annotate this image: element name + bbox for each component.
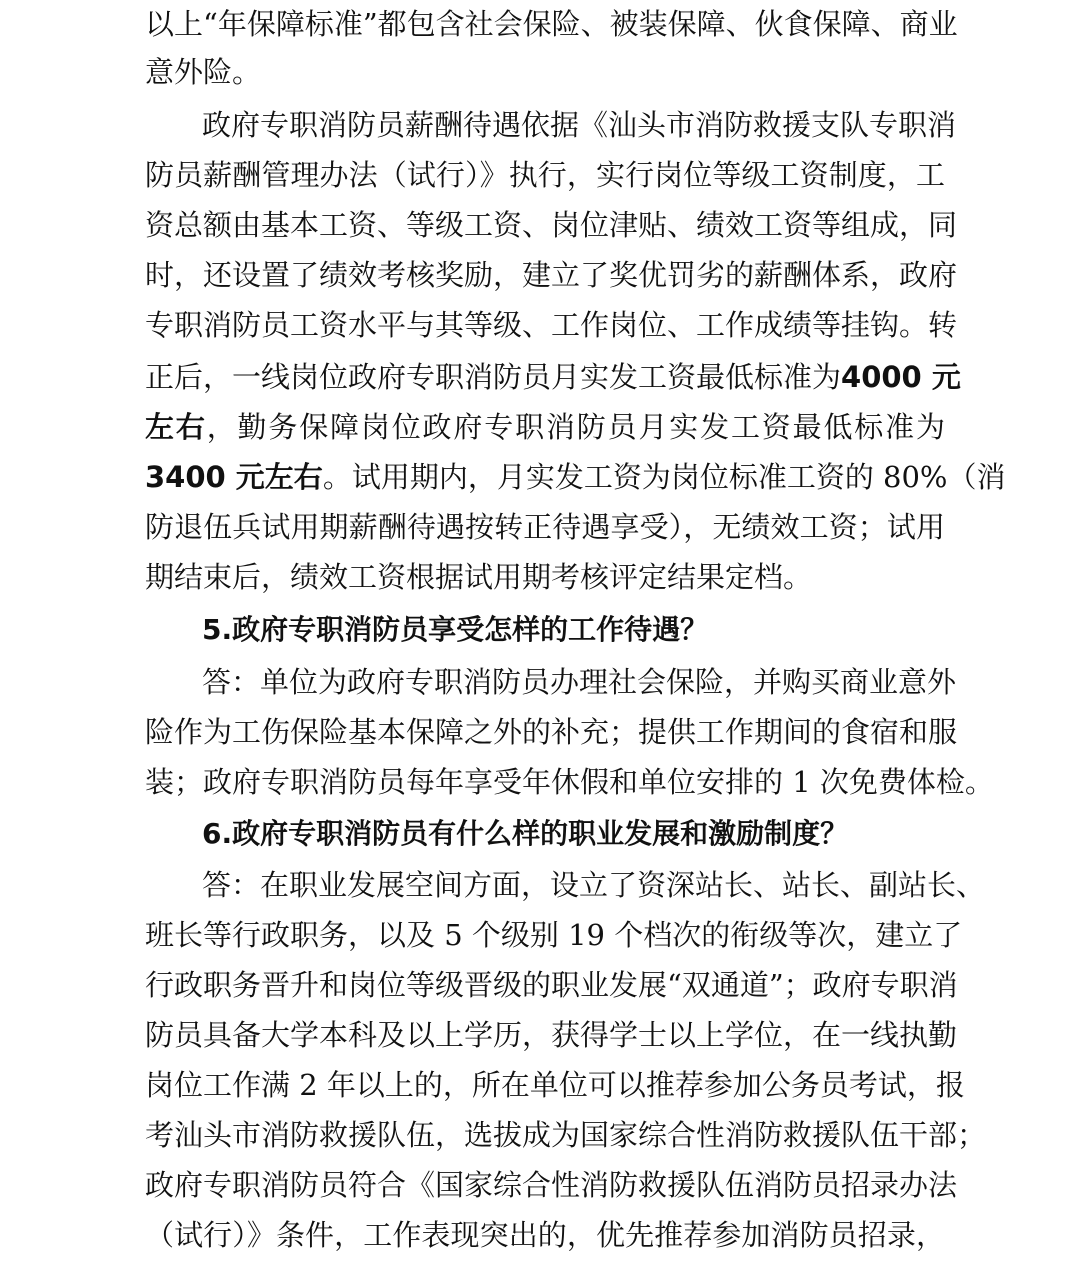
paragraph-line: 政府专职消防员薪酬待遇依据《汕头市消防救援支队专职消 [202,108,957,142]
paragraph-line: 意外险。 [145,55,262,89]
salary-text: 。试用期内，月实发工资为岗位标准工资的 80%（消 [322,460,1006,494]
salary-amount-frontline: 4000 元 [841,360,961,394]
paragraph-line: 期结束后，绩效工资根据试用期考核评定结果定档。 [145,560,813,594]
paragraph-line [145,405,945,449]
paragraph-line: 专职消防员工资水平与其等级、工作岗位、工作成绩等挂钩。转 [145,308,958,342]
paragraph-line: 以上“年保障标准”都包含社会保险、被装保障、伙食保障、商业 [145,7,958,41]
paragraph-line: （试行）》条件，工作表现突出的，优先推荐参加消防员招录， [145,1218,945,1252]
paragraph-line: 政府专职消防员符合《国家综合性消防救援队伍消防员招录办法 [145,1168,958,1202]
paragraph-line: 答：单位为政府专职消防员办理社会保险，并购买商业意外 [202,665,957,699]
paragraph-line: 防员薪酬管理办法（试行）》执行，实行岗位等级工资制度，工 [145,158,945,192]
paragraph-line: 行政职务晋升和岗位等级晋级的职业发展“双通道”；政府专职消 [145,968,958,1002]
paragraph-line: 考汕头市消防救援队伍，选拔成为国家综合性消防救援队伍干部； [145,1118,987,1152]
paragraph-line: 防退伍兵试用期薪酬待遇按转正待遇享受），无绩效工资；试用 [145,510,945,544]
salary-amount-frontline-suffix: 左右 [145,410,207,444]
paragraph-line: 时，还设置了绩效考核奖励，建立了奖优罚劣的薪酬体系，政府 [145,258,958,292]
section-heading-5: 5.政府专职消防员享受怎样的工作待遇？ [202,613,709,646]
paragraph-line [145,355,961,399]
salary-text: ，勤务保障岗位政府专职消防员月实发工资最低标准为 [206,410,945,444]
paragraph-line: 防员具备大学本科及以上学历，获得学士以上学位，在一线执勤 [145,1018,958,1052]
salary-text: 正后，一线岗位政府专职消防员月实发工资最低标准为 [145,360,842,394]
paragraph-line: 险作为工伤保险基本保障之外的补充；提供工作期间的食宿和服 [145,715,958,749]
salary-amount-support: 3400 元左右 [145,460,323,494]
section-heading-6: 6.政府专职消防员有什么样的职业发展和激励制度？ [202,817,849,850]
paragraph-line: 答：在职业发展空间方面，设立了资深站长、站长、副站长、 [202,868,986,902]
paragraph-line: 资总额由基本工资、等级工资、岗位津贴、绩效工资等组成，同 [145,208,958,242]
paragraph-line: 岗位工作满 2 年以上的，所在单位可以推荐参加公务员考试，报 [145,1068,965,1102]
paragraph-line: 班长等行政职务，以及 5 个级别 19 个档次的衔级等次，建立了 [145,918,963,952]
paragraph-line [145,455,1006,499]
paragraph-line: 装；政府专职消防员每年享受年休假和单位安排的 1 次免费体检。 [145,765,994,799]
